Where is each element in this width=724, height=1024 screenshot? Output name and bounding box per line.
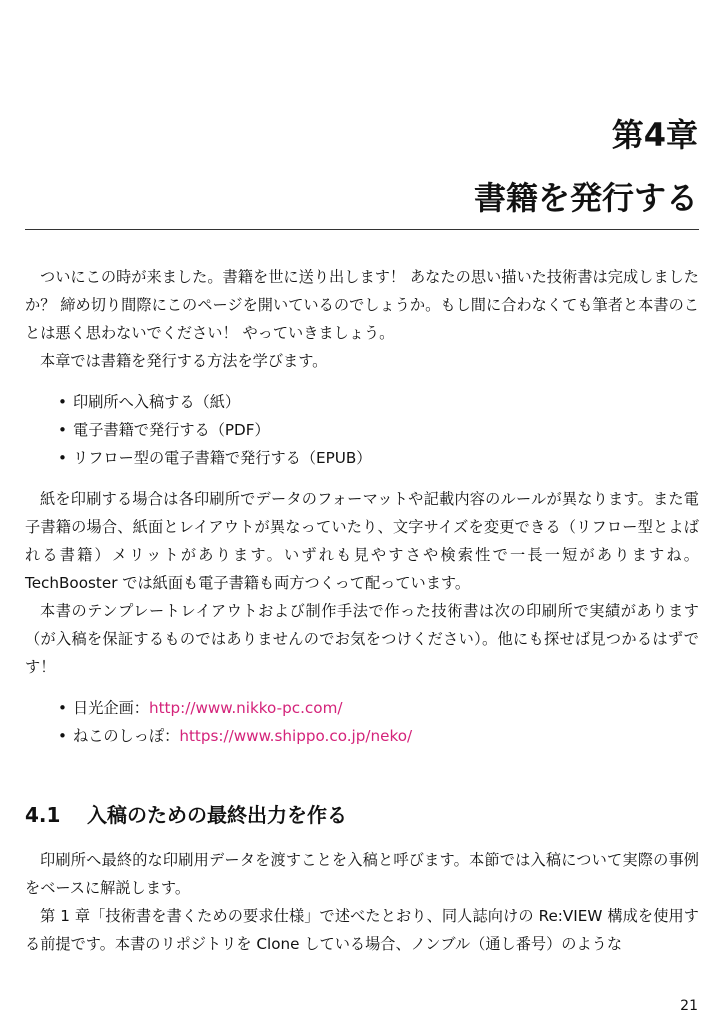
intro-paragraph-1: ついにこの時が来ました。書籍を世に送り出します！ あなたの思い描いた技術書は完成しましたか？ 締め切り間際にこのページを開いているのでしょうか。もし間に合わなくても筆者と本書のことは悪く思わないでください！ やっていきましょう。 xyxy=(25,268,699,342)
list-item: • 電子書籍で発行する（PDF） xyxy=(73,416,699,444)
intro-paragraph-4: 本書のテンプレートレイアウトおよび制作手法で作った技術書は次の印刷所で実績があります（が入稿を保証するものではありませんのでお気をつけください）。他にも探せば見つかるはずです！ xyxy=(25,602,699,676)
section-paragraph-1: 印刷所へ最終的な印刷用データを渡すことを入稿と呼びます。本節では入稿について実際の事例をベースに解説します。 xyxy=(25,851,699,897)
intro-paragraph-3: 紙を印刷する場合は各印刷所でデータのフォーマットや記載内容のルールが異なります。また電子書籍の場合、紙面とレイアウトが異なっていたり、文字サイズを変更できる（リフロー型とよばれる書籍）メリットがあります。いずれも見やすさや検索性で一長一短がありますね。TechBooster では紙面も電子書籍も両方つくって配っています。 xyxy=(25,490,699,592)
list-item: • 印刷所へ入稿する（紙） xyxy=(73,388,699,416)
section-heading xyxy=(25,799,347,831)
printer-link[interactable]: http://www.nikko-pc.com/ xyxy=(148,699,343,717)
section-title: 入稿のための最終出力を作る xyxy=(87,803,347,827)
printer-label: ねこのしっぽ： xyxy=(73,727,180,745)
printer-link[interactable]: https://www.shippo.co.jp/neko/ xyxy=(179,727,413,745)
section-body xyxy=(25,846,699,958)
list-item: • リフロー型の電子書籍で発行する（EPUB） xyxy=(73,444,699,472)
page-number: 21 xyxy=(680,998,698,1014)
section-paragraph-2: 第 1 章「技術書を書くための要求仕様」で述べたとおり、同人誌向けの Re:VIEW 構成を使用する前提です。本書のリポジトリを Clone している場合、ノンブル（通し番号）のような xyxy=(25,907,699,953)
intro-paragraph-2: 本章では書籍を発行する方法を学びます。 xyxy=(40,352,328,370)
intro-section xyxy=(25,263,699,750)
list-item xyxy=(73,722,699,750)
list-item xyxy=(73,694,699,722)
printers-list xyxy=(25,694,699,750)
printer-label: 日光企画： xyxy=(73,699,149,717)
section-number: 4.1 xyxy=(25,803,61,827)
publish-methods-list xyxy=(25,388,699,472)
chapter-title: 書籍を発行する xyxy=(473,179,698,217)
chapter-divider xyxy=(25,229,699,230)
chapter-number: 第4章 xyxy=(611,116,698,154)
